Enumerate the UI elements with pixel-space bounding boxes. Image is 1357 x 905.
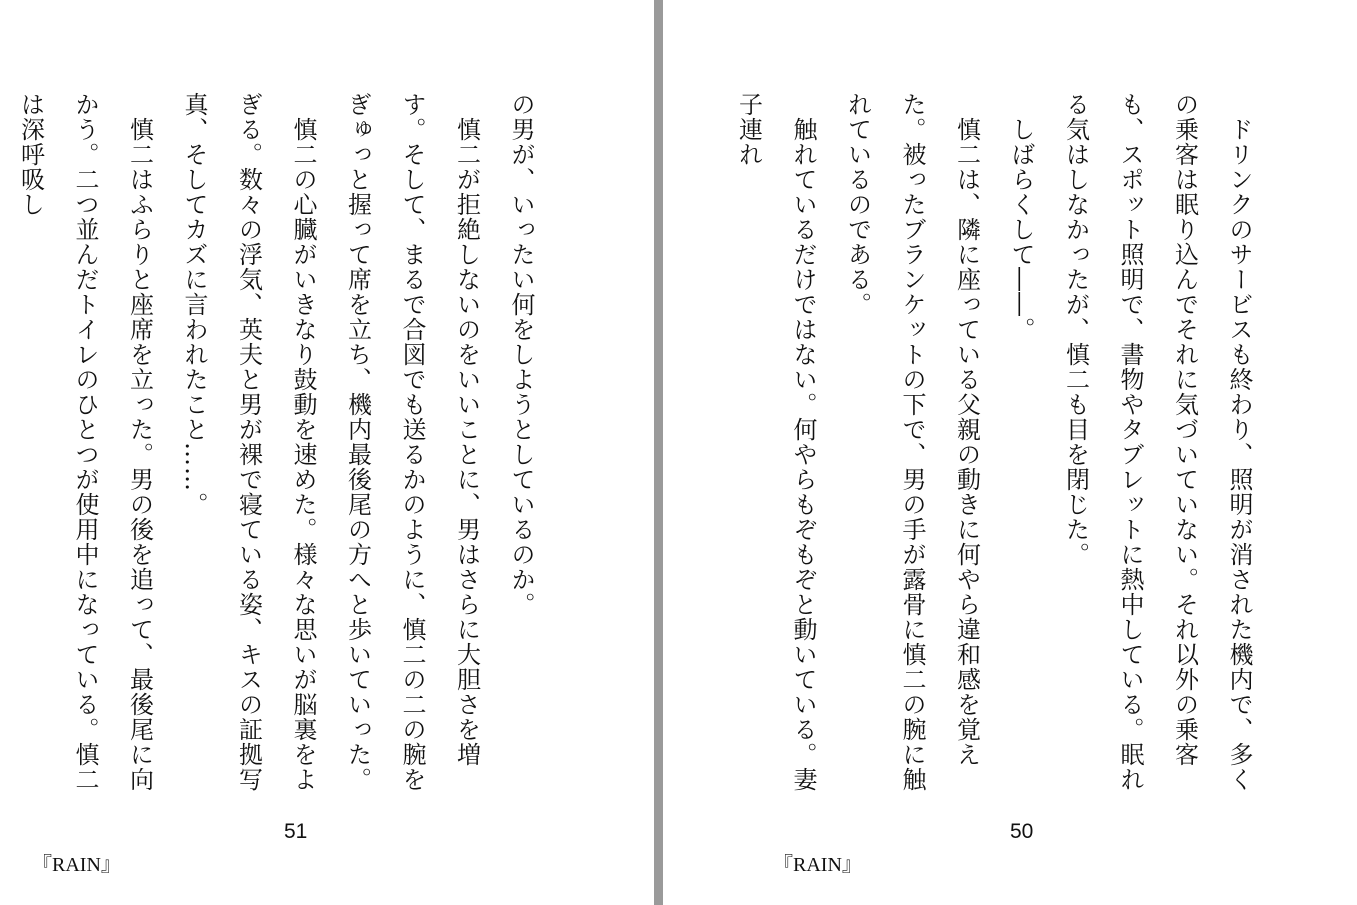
left-running-title: 『RAIN』: [32, 854, 121, 876]
left-page: [0, 0, 654, 905]
right-page: [663, 0, 1357, 905]
right-page-number: 50: [1010, 820, 1034, 843]
right-running-title: 『RAIN』: [773, 854, 862, 876]
left-page-body-text: の男が、いったい何をしようとしているのか。 慎二が拒絶しないのをいいことに、男はさらに大胆さを増す。そして、まるで合図でも送るかのように、慎二の二の腕をぎゅっと握って席を立ち、機内最後尾の方へと歩いていった。 慎二の心臓がいきなり鼓動を速めた。様々な思いが脳裏をよぎる。数々の浮気、英夫と男が裸で寝ている姿、キスの証拠写真、そしてカズに言われたこと……。 慎二はふらりと座席を立った。男の後を追って、最後尾に向かう。二つ並んだトイレのひとつが使用中になっている。慎二は深呼吸し: [16, 92, 535, 792]
left-page-number: 51: [284, 820, 308, 843]
right-page-body-text: ドリンクのサービスも終わり、照明が消された機内で、多くの乗客は眠り込んでそれに気づいていない。それ以外の乗客も、スポット照明で、書物やタブレットに熱中している。眠れる気はしなかったが、慎二も目を閉じた。 しばらくして――。 慎二は、隣に座っている父親の動きに何やら違和感を覚えた。被ったブランケットの下で、男の手が露骨に慎二の腕に触れているのである。 触れているだけではない。何やらもぞもぞと動いている。妻子連れ: [734, 92, 1253, 792]
spread-gutter: [654, 0, 663, 905]
